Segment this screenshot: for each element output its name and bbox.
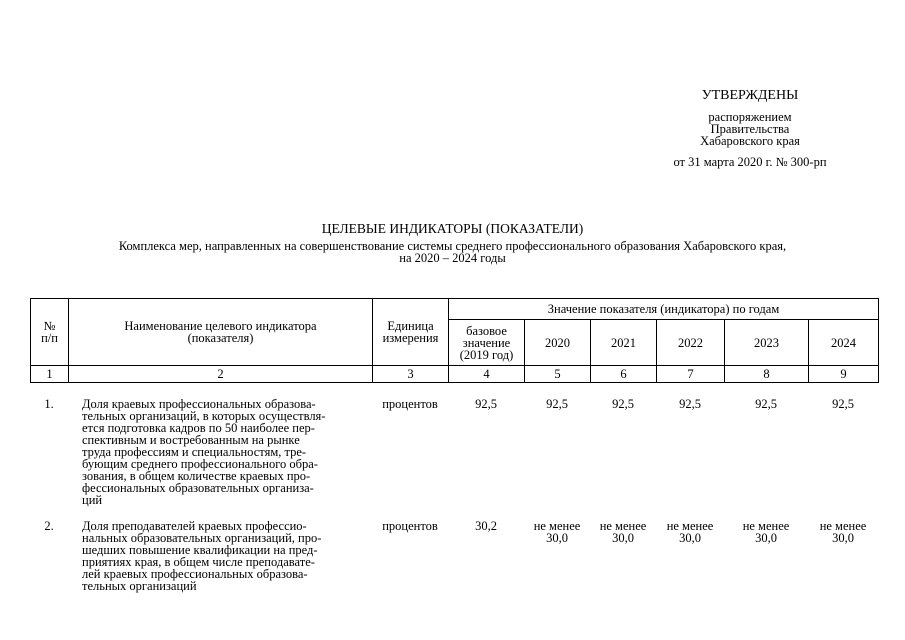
column-number-row <box>31 366 879 383</box>
header-year: 2023 <box>725 320 809 366</box>
row-value: не менее 30,0 <box>599 519 647 545</box>
row-value: 92,5 <box>755 397 777 411</box>
approval-line-3: Хабаровского края <box>700 134 800 148</box>
subtitle-line-2: на 2020 – 2024 годы <box>399 251 506 265</box>
header-year: 2021 <box>591 320 657 366</box>
col-number: 5 <box>525 366 591 383</box>
col-number: 8 <box>725 366 809 383</box>
table-row <box>30 398 878 520</box>
col-number: 6 <box>591 366 657 383</box>
subtitle-line-1: Комплекса мер, направленных на совершенствование системы среднего профессионального образования Хабаровского края, <box>118 239 787 253</box>
approval-heading: УТВЕРЖДЕНЫ <box>701 88 799 103</box>
col-number: 4 <box>449 366 525 383</box>
row-value: 92,5 <box>546 397 568 411</box>
row-value: 92,5 <box>832 397 854 411</box>
header-year: 2020 <box>525 320 591 366</box>
document-subtitle <box>0 240 905 264</box>
col-number: 3 <box>373 366 449 383</box>
approval-line-1: распоряжением <box>708 110 792 124</box>
row-num: 2. <box>44 519 54 533</box>
header-base: базовое значение (2019 год) <box>449 320 525 366</box>
row-value: не менее 30,0 <box>533 519 581 545</box>
document-title: ЦЕЛЕВЫЕ ИНДИКАТОРЫ (ПОКАЗАТЕЛИ) <box>321 221 584 236</box>
col-number: 1 <box>31 366 69 383</box>
row-value: не менее 30,0 <box>666 519 714 545</box>
row-value: 92,5 <box>679 397 701 411</box>
approval-stamp <box>640 88 860 169</box>
approval-line-2: Правительства <box>710 122 790 136</box>
row-unit: процентов <box>382 397 438 411</box>
col-number: 9 <box>809 366 879 383</box>
approval-date: от 31 марта 2020 г. № 300-рп <box>673 155 827 169</box>
row-value: 92,5 <box>612 397 634 411</box>
header-unit: Единица измерения <box>373 299 449 366</box>
row-name: Доля преподавателей краевых профессио- нальных образовательных организаций, про- шедших повышение квалификации на пред- приятиях края, в общем числе преподавате- лей краевых профессиональных образова- тельных организаций <box>82 519 322 593</box>
row-base: 30,2 <box>475 519 497 533</box>
row-value: не менее 30,0 <box>819 519 867 545</box>
row-value: не менее 30,0 <box>742 519 790 545</box>
header-name: Наименование целевого индикатора (показателя) <box>69 299 373 366</box>
header-year: 2024 <box>809 320 879 366</box>
indicators-table-header <box>30 298 879 383</box>
row-unit: процентов <box>382 519 438 533</box>
row-base: 92,5 <box>475 397 497 411</box>
col-number: 2 <box>69 366 373 383</box>
table-row <box>30 520 878 592</box>
indicators-table-body <box>30 398 878 592</box>
row-num: 1. <box>44 397 54 411</box>
header-num: № п/п <box>31 299 69 366</box>
header-values-group: Значение показателя (индикатора) по годам <box>449 299 879 320</box>
col-number: 7 <box>657 366 725 383</box>
header-year: 2022 <box>657 320 725 366</box>
row-name: Доля краевых профессиональных образова- тельных организаций, в которых осуществля- ется подготовка кадров по 50 наиболее пер- спективным и востребованным на рынке труда профессиям и специальностям, тре- бующим среднего профессионального обра- зования, в общем количестве краевых про- фессиональных образовательных организа- ций <box>82 397 326 507</box>
